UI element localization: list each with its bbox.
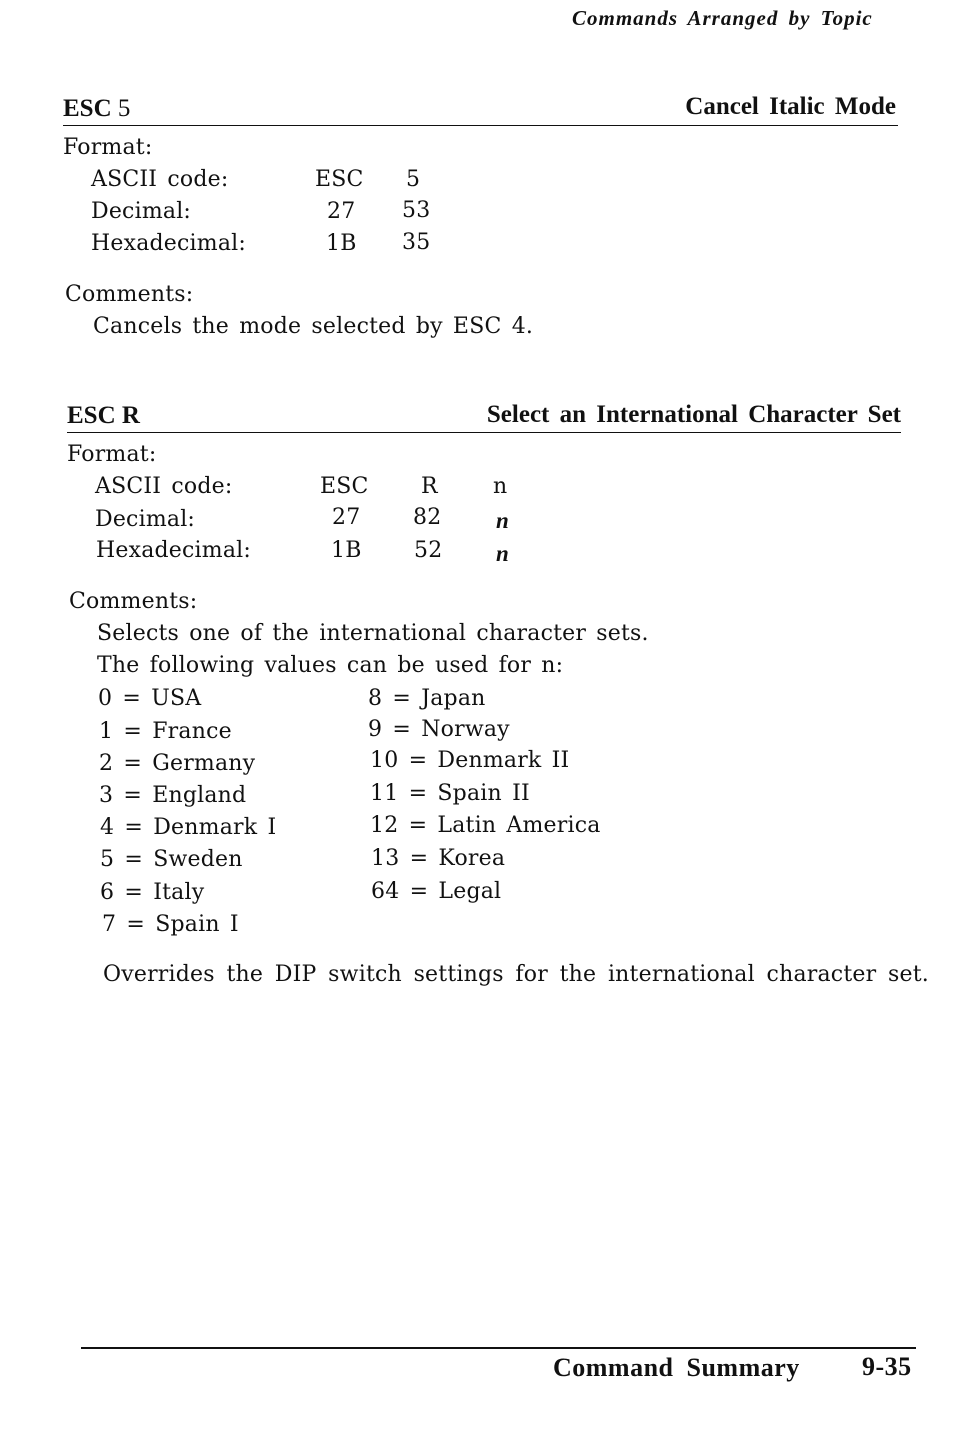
- section-esc5-format-label: Format:: [63, 135, 153, 160]
- section-escr-rule: [67, 432, 901, 433]
- format-cell: 53: [402, 198, 431, 223]
- charset-item: 8 = Japan: [368, 686, 486, 711]
- charset-item: 64 = Legal: [371, 879, 502, 904]
- section-escr-comment: The following values can be used for n:: [97, 653, 564, 678]
- format-row-label: ASCII code:: [95, 474, 233, 499]
- format-cell: 35: [402, 230, 431, 255]
- format-row-label: Decimal:: [91, 199, 192, 224]
- format-cell: 82: [413, 505, 442, 530]
- format-cell: 27: [327, 199, 356, 224]
- section-escr-closing: Overrides the DIP switch settings for the international character set.: [103, 962, 929, 987]
- section-escr-comments-label: Comments:: [69, 589, 198, 614]
- running-head: Commands Arranged by Topic: [572, 6, 873, 30]
- format-cell: 5: [406, 167, 421, 192]
- charset-item: 9 = Norway: [368, 717, 510, 742]
- charset-item: 1 = France: [99, 719, 232, 744]
- section-esc5-code: [63, 95, 130, 123]
- format-row-label: Hexadecimal:: [91, 231, 247, 256]
- charset-item: 4 = Denmark I: [100, 815, 277, 840]
- format-cell: 52: [414, 538, 443, 563]
- section-escr-format-label: Format:: [67, 442, 157, 467]
- section-esc5-comment: Cancels the mode selected by ESC 4.: [93, 314, 534, 339]
- format-cell-variable: n: [496, 541, 509, 566]
- format-cell: 1B: [331, 538, 362, 563]
- charset-item: 7 = Spain I: [102, 912, 239, 937]
- section-escr-code: [67, 402, 140, 430]
- section-esc5-title: Cancel Italic Mode: [685, 93, 896, 120]
- section-escr-title: Select an International Character Set: [486, 401, 901, 428]
- charset-item: 0 = USA: [98, 686, 202, 711]
- charset-item: 2 = Germany: [99, 751, 256, 776]
- format-cell: 27: [332, 505, 361, 530]
- format-cell: 1B: [326, 231, 357, 256]
- format-cell: n: [493, 474, 508, 499]
- format-row-label: Decimal:: [95, 507, 196, 532]
- format-cell-variable: n: [496, 508, 509, 533]
- charset-item: 13 = Korea: [371, 846, 506, 871]
- charset-item: 10 = Denmark II: [370, 748, 570, 773]
- format-row-label: ASCII code:: [91, 167, 229, 192]
- format-row-label: Hexadecimal:: [96, 538, 252, 563]
- section-esc5-comments-label: Comments:: [65, 282, 194, 307]
- command-prefix: ESC: [63, 95, 112, 122]
- charset-item: 11 = Spain II: [370, 781, 530, 806]
- footer-rule: [81, 1347, 916, 1349]
- format-cell: ESC: [315, 167, 364, 192]
- section-escr-comment: Selects one of the international character sets.: [97, 621, 649, 646]
- format-cell: R: [421, 474, 438, 499]
- charset-item: 5 = Sweden: [100, 847, 243, 872]
- section-esc5-rule: [63, 125, 898, 126]
- footer-title: Command Summary: [553, 1353, 800, 1382]
- charset-item: 3 = England: [99, 783, 247, 808]
- charset-item: 12 = Latin America: [370, 813, 601, 838]
- command-suffix: 5: [117, 95, 131, 122]
- format-cell: ESC: [320, 474, 369, 499]
- command-code: ESC R: [67, 402, 140, 429]
- page-number: 9-35: [862, 1352, 912, 1381]
- charset-item: 6 = Italy: [100, 880, 205, 905]
